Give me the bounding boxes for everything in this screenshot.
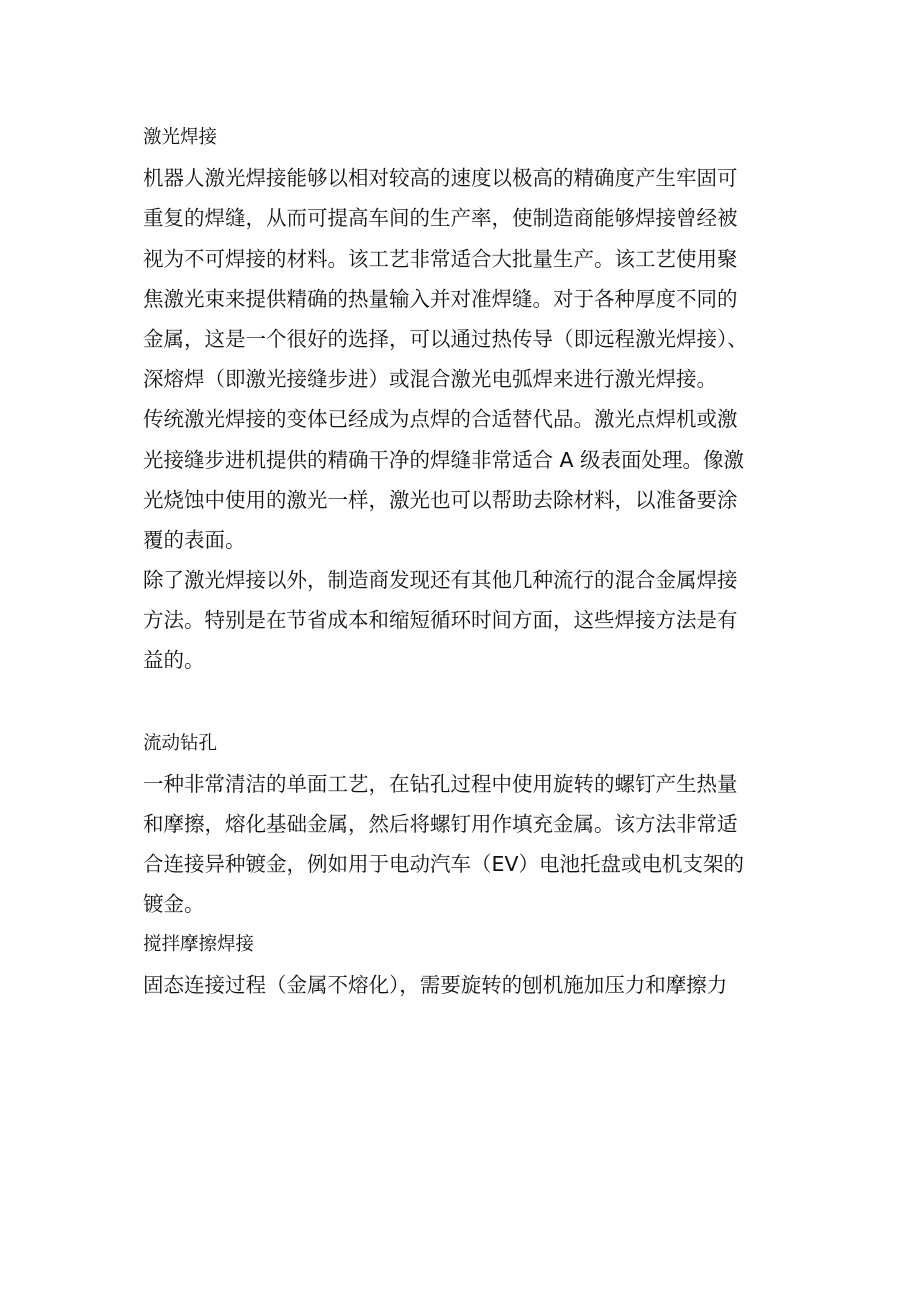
text-line: 镀金。 <box>143 892 205 917</box>
text-line: 益的。 <box>143 648 205 673</box>
paragraph <box>143 158 783 399</box>
text-line: 光接缝步进机提供的精确干净的焊缝非常适合 A 级表面处理。像激 <box>143 447 745 472</box>
text-line: 一种非常清洁的单面工艺，在钻孔过程中使用旋转的螺钉产生热量 <box>143 771 738 796</box>
text-line: 除了激光焊接以外，制造商发现还有其他几种流行的混合金属焊接 <box>143 568 738 593</box>
text-line: 方法。特别是在节省成本和缩短循环时间方面，这些焊接方法是有 <box>143 608 738 633</box>
text-line: 深熔焊（即激光接缝步进）或混合激光电弧焊来进行激光焊接。 <box>143 367 717 392</box>
paragraph <box>143 399 783 560</box>
paragraph <box>143 764 783 925</box>
text-line: 传统激光焊接的变体已经成为点焊的合适替代品。激光点焊机或激 <box>143 407 738 432</box>
paragraph <box>143 965 783 1005</box>
text-line: 固态连接过程（金属不熔化），需要旋转的刨机施加压力和摩擦力 <box>143 972 728 997</box>
text-line: 金属，这是一个很好的选择，可以通过热传导（即远程激光焊接）、 <box>143 326 748 351</box>
section-heading: 激光焊接 <box>143 127 218 148</box>
text-line: 合连接异种镀金，例如用于电动汽车（EV）电池托盘或电机支架的 <box>143 852 744 877</box>
paragraph <box>143 560 783 681</box>
text-line: 机器人激光焊接能够以相对较高的速度以极高的精确度产生牢固可 <box>143 166 738 191</box>
text-line: 重复的焊缝，从而可提高车间的生产率，使制造商能够焊接曾经被 <box>143 206 738 231</box>
section-friction-stir-welding <box>143 925 783 1005</box>
document-content <box>143 118 783 1005</box>
section-spacer <box>143 681 783 724</box>
section-heading: 搅拌摩擦焊接 <box>143 933 255 955</box>
text-line: 光烧蚀中使用的激光一样，激光也可以帮助去除材料，以准备要涂 <box>143 487 738 512</box>
section-flow-drilling <box>143 724 783 925</box>
section-heading: 流动钻孔 <box>143 732 218 754</box>
text-line: 覆的表面。 <box>143 527 246 552</box>
text-line: 焦激光束来提供精确的热量输入并对准焊缝。对于各种厚度不同的 <box>143 286 738 311</box>
text-line: 视为不可焊接的材料。该工艺非常适合大批量生产。该工艺使用聚 <box>143 246 738 271</box>
section-laser-welding <box>143 118 783 681</box>
text-line: 和摩擦，熔化基础金属，然后将螺钉用作填充金属。该方法非常适 <box>143 812 738 836</box>
